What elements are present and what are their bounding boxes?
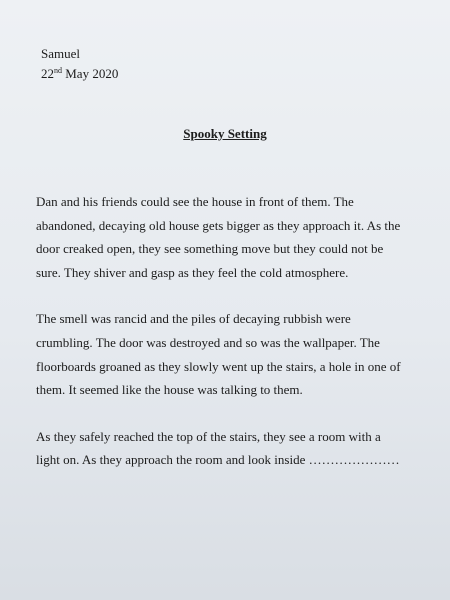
text-line: door creaked open, they see something move but they could not be: [36, 241, 384, 257]
date-month-year: May 2020: [65, 66, 119, 81]
document-date: [41, 64, 118, 84]
date-day: 22: [41, 66, 54, 81]
story-paragraph-2: [36, 307, 426, 401]
text-line: abandoned, decaying old house gets bigger as they approach it. As the: [36, 217, 401, 233]
text-line: light on. As they approach the room and look inside …………………: [36, 452, 400, 468]
story-paragraph-3: [36, 425, 426, 472]
text-line: floorboards groaned as they slowly went up the stairs, a hole in one of: [36, 358, 401, 374]
text-line: As they safely reached the top of the stairs, they see a room with a: [36, 428, 381, 444]
story-paragraph-1: [36, 190, 426, 284]
text-line: sure. They shiver and gasp as they feel the cold atmosphere.: [36, 264, 349, 280]
text-line: Dan and his friends could see the house in front of them. The: [36, 194, 354, 209]
text-line: crumbling. The door was destroyed and so was the wallpaper. The: [36, 334, 380, 350]
story-body: [36, 190, 426, 495]
text-line: them. It seemed like the house was talking to them.: [36, 382, 303, 398]
author-name: Samuel: [41, 46, 80, 61]
author-block: [41, 44, 118, 84]
text-line: The smell was rancid and the piles of decaying rubbish were: [36, 311, 351, 327]
date-suffix: nd: [54, 66, 62, 75]
document-title: Spooky Setting: [183, 126, 267, 141]
